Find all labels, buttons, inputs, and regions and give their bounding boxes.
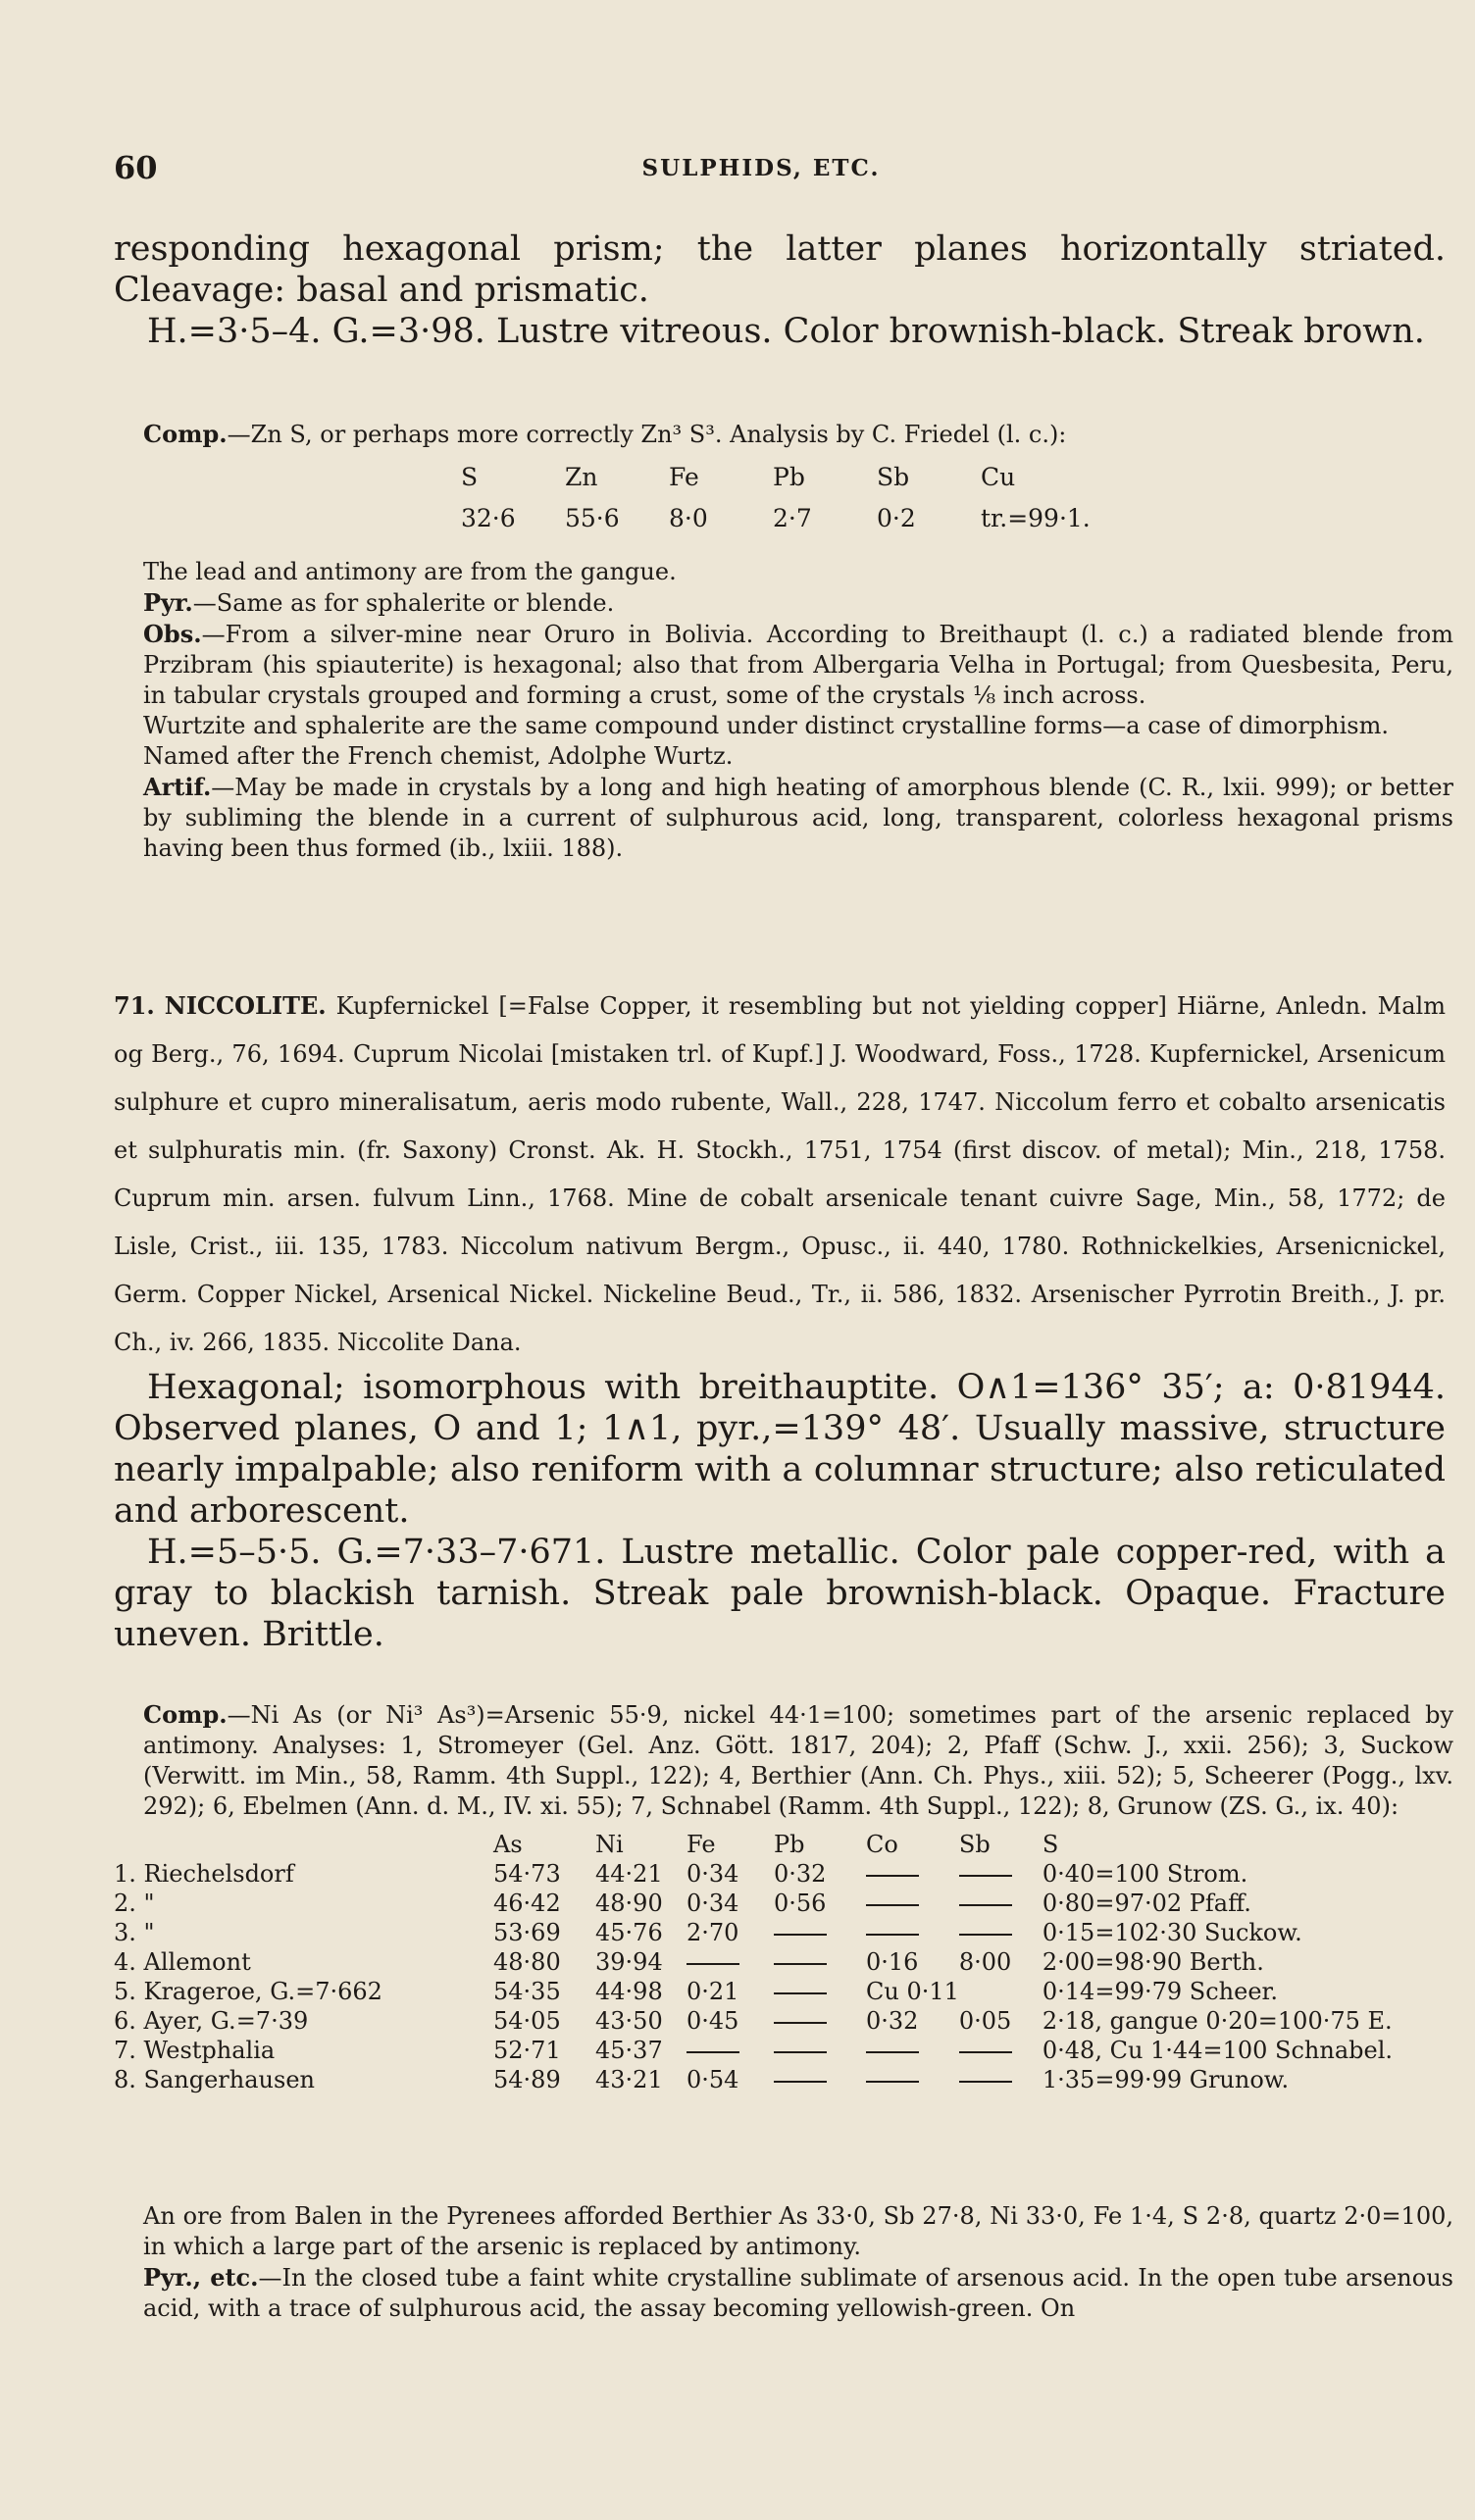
artif-label: Artif. (143, 773, 212, 801)
table-cell (866, 1918, 959, 1947)
table-cell: 46·42 (493, 1890, 561, 1917)
dash-mark (866, 1934, 919, 1936)
dash-mark (959, 2081, 1012, 2083)
table-cell: 0·80=97·02 Pfaff. (1042, 1890, 1251, 1917)
table-cell: 0·32 (866, 2007, 919, 2035)
analyses-header-row (114, 1830, 1464, 1859)
table-cell (866, 1889, 959, 1918)
dash-mark (687, 1963, 739, 1965)
analyses-body (114, 1859, 1464, 2094)
table-cell: 54·89 (493, 2066, 561, 2093)
table-cell (774, 1977, 866, 2006)
col-Co: Co (866, 1831, 898, 1858)
table-cell: Cu 0·11 (866, 1978, 959, 2005)
table-cell: 8. Sangerhausen (114, 2066, 315, 2093)
niccolite-synonymy (114, 982, 1446, 1367)
col-Zn: Zn (565, 462, 598, 491)
niccolite-notes (143, 2201, 1453, 2324)
col-S: S (461, 462, 479, 491)
table-cell: 8·00 (958, 1948, 1012, 1976)
wurtzite-composition (143, 419, 1453, 450)
lead-note: The lead and antimony are from the gangue. (143, 558, 677, 585)
table-cell (959, 1977, 1043, 2006)
dimorphism-note: Wurtzite and sphalerite are the same compound under distinct crystalline forms—a case of dimorphism. (143, 712, 1389, 739)
dash-mark (866, 1875, 919, 1877)
table-cell (866, 2036, 959, 2065)
table-row (114, 1977, 1464, 2006)
val-Fe: 8·0 (669, 503, 708, 532)
table-cell: 4. Allemont (114, 1948, 251, 1976)
table-cell: 1. Riechelsdorf (114, 1860, 294, 1888)
niccolite-form-paragraph: Hexagonal; isomorphous with breithauptite. O∧1=136° 35′; a: 0·81944. Observed planes, O and 1; 1∧1, pyr.,=139° 48′. Usually massive, structure nearly impalpable; also reniform with a columnar structure; also reticulated and arborescent. (114, 1368, 1446, 1531)
pyr-text: —Same as for sphalerite or blende. (192, 589, 615, 617)
table-cell: 1·35=99·99 Grunow. (1042, 2066, 1290, 2093)
niccolite-composition (143, 1699, 1453, 1822)
val-S: 32·6 (461, 503, 516, 532)
table-cell: 3. " (114, 1919, 155, 1946)
dash-mark (774, 2081, 827, 2083)
col-Fe: Fe (687, 1831, 716, 1858)
niccolite-description (114, 1367, 1446, 1655)
table-cell: 2·18, gangue 0·20=100·75 E. (1042, 2007, 1393, 2035)
table-cell: 2. " (114, 1890, 155, 1917)
wurtzite-notes (143, 557, 1453, 864)
val-Sb: 0·2 (877, 503, 916, 532)
dash-mark (774, 2051, 827, 2053)
dash-mark (774, 2022, 827, 2024)
col-Cu: Cu (981, 462, 1016, 491)
table-cell: 43·50 (595, 2007, 663, 2035)
val-Cu: tr.=99·1. (981, 503, 1091, 532)
table-cell: 54·35 (493, 1978, 561, 2005)
table-cell (774, 2006, 866, 2036)
niccolite-pyr-label: Pyr., etc. (143, 2263, 259, 2292)
table-cell (774, 2036, 866, 2065)
page-number: 60 (114, 149, 158, 186)
table-cell (687, 1947, 774, 1977)
table-cell (866, 2065, 959, 2094)
val-Pb: 2·7 (773, 503, 812, 532)
dash-mark (687, 2051, 739, 2053)
analysis-header-row (461, 456, 1091, 497)
dash-mark (866, 2081, 919, 2083)
synonymy-text: Kupfernickel [=False Copper, it resembling but not yielding copper] Hiärne, Anledn. Malm og Berg., 76, 1694. Cuprum Nicolai [mistaken trl. of Kupf.] J. Woodward, Foss., 1728. Kupfernickel, Arsenicum sulphure et cupro mineralisatum, aeris modo rubente, Wall., 228, 1747. Niccolum ferro et cobalto arsenicatis et sulphuratis min. (fr. Saxony) Cronst. Ak. H. Stockh., 1751, 1754 (first discov. of metal); Min., 218, 1758. Cuprum min. arsen. fulvum Linn., 1768. Mine de cobalt arsenicale tenant cuivre Sage, Min., 58, 1772; de Lisle, Crist., iii. 135, 1783. Niccolum nativum Bergm., Opusc., ii. 440, 1780. Rothnickelkies, Arsenicnickel, Germ. Copper Nickel, Arsenical Nickel. Nickeline Beud., Tr., ii. 586, 1832. Arsenischer Pyrrotin Breith., J. pr. Ch., iv. 266, 1835. Niccolite Dana. (114, 992, 1446, 1356)
table-cell (959, 2065, 1043, 2094)
niccolite-comp-text: —Ni As (or Ni³ As³)=Arsenic 55·9, nickel 44·1=100; sometimes part of the arsenic replaced by antimony. Analyses: 1, Stromeyer (Gel. Anz. Gött. 1817, 204); 2, Pfaff (Schw. J., xxii. 256); 3, Suckow (Verwitt. im Min., 58, Ramm. 4th Suppl., 122); 4, Berthier (Ann. Ch. Phys., xiii. 52); 5, Scheerer (Pogg., lxv. 292); 6, Ebelmen (Ann. d. M., IV. xi. 55); 7, Schnabel (Ramm. 4th Suppl., 122); 8, Grunow (ZS. G., ix. 40): (143, 1701, 1453, 1820)
col-Sb: Sb (877, 462, 910, 491)
table-cell: 0·32 (774, 1860, 827, 1888)
dash-mark (959, 1904, 1012, 1906)
col-Sb: Sb (958, 1831, 991, 1858)
balen-note: An ore from Balen in the Pyrenees afforded Berthier As 33·0, Sb 27·8, Ni 33·0, Fe 1·4, S 2·8, quartz 2·0=100, in which a large part of the arsenic is replaced by antimony. (143, 2202, 1453, 2260)
wurtzite-physical-paragraph: H.=3·5–4. G.=3·98. Lustre vitreous. Color brownish-black. Streak brown. (147, 312, 1425, 351)
table-cell: 43·21 (595, 2066, 663, 2093)
dash-mark (959, 1934, 1012, 1936)
table-cell: 0·48, Cu 1·44=100 Schnabel. (1042, 2037, 1393, 2064)
table-cell: 0·05 (958, 2007, 1012, 2035)
table-cell: 48·80 (493, 1948, 561, 1976)
friedel-analysis-table (461, 456, 1091, 538)
species-name: NICCOLITE. (164, 991, 327, 1020)
table-cell (774, 1947, 866, 1977)
table-cell: 0·15=102·30 Suckow. (1042, 1919, 1302, 1946)
table-cell: 0·34 (687, 1890, 739, 1917)
table-cell: 0·34 (687, 1860, 739, 1888)
comp-text: —Zn S, or perhaps more correctly Zn³ S³. Analysis by C. Friedel (l. c.): (227, 421, 1067, 448)
col-locality (114, 1830, 493, 1859)
species-number: 71. (114, 991, 155, 1020)
table-cell (959, 1859, 1043, 1889)
table-cell: 45·76 (595, 1919, 663, 1946)
wurtzite-description (114, 228, 1446, 352)
table-cell: 44·21 (595, 1860, 663, 1888)
val-Zn: 55·6 (565, 503, 620, 532)
table-cell: 0·21 (687, 1978, 739, 2005)
niccolite-analyses-table (114, 1830, 1464, 2094)
col-S: S (1042, 1831, 1059, 1858)
table-cell: 52·71 (493, 2037, 561, 2064)
table-cell (774, 2065, 866, 2094)
table-cell: 54·73 (493, 1860, 561, 1888)
col-Fe: Fe (669, 462, 699, 491)
dash-mark (959, 2051, 1012, 2053)
wurtzite-form-paragraph: responding hexagonal prism; the latter planes horizontally striated. Cleavage: basal and prismatic. (114, 229, 1446, 310)
table-cell (959, 1889, 1043, 1918)
obs-text: —From a silver-mine near Oruro in Bolivia. According to Breithaupt (l. c.) a radiated blende from Przibram (his spiauterite) is hexagonal; also that from Albergaria Velha in Portugal; from Quesbesita, Peru, in tabular crystals grouped and forming a crust, some of the crystals ⅛ inch across. (143, 621, 1453, 709)
table-row (114, 1889, 1464, 1918)
table-cell (866, 1859, 959, 1889)
col-Pb: Pb (773, 462, 805, 491)
dash-mark (866, 1904, 919, 1906)
table-cell: 0·45 (687, 2007, 739, 2035)
table-row (114, 1918, 1464, 1947)
table-cell: 0·54 (687, 2066, 739, 2093)
col-Ni: Ni (595, 1831, 624, 1858)
artif-text: —May be made in crystals by a long and high heating of amorphous blende (C. R., lxii. 999); or better by subliming the blende in a current of sulphurous acid, long, transparent, colorless hexagonal prisms having been thus formed (ib., lxiii. 188). (143, 774, 1453, 862)
table-cell: 6. Ayer, G.=7·39 (114, 2007, 309, 2035)
table-cell: 44·98 (595, 1978, 663, 2005)
table-cell: 53·69 (493, 1919, 561, 1946)
table-cell: 39·94 (595, 1948, 663, 1976)
table-cell (959, 2036, 1043, 2065)
named-note: Named after the French chemist, Adolphe Wurtz. (143, 742, 734, 770)
table-row (114, 2036, 1464, 2065)
page-header (114, 149, 1408, 192)
col-Pb: Pb (774, 1831, 805, 1858)
table-cell: 0·40=100 Strom. (1042, 1860, 1248, 1888)
table-row (114, 1859, 1464, 1889)
table-cell: 48·90 (595, 1890, 663, 1917)
analysis-value-row (461, 497, 1091, 538)
table-cell: 0·56 (774, 1890, 827, 1917)
table-cell: 0·16 (866, 1948, 919, 1976)
table-cell: 0·14=99·79 Scheer. (1042, 1978, 1278, 2005)
running-head: SULPHIDS, ETC. (641, 155, 881, 181)
table-cell (687, 2036, 774, 2065)
comp-label: Comp. (143, 420, 228, 448)
table-cell (959, 1918, 1043, 1947)
niccolite-comp-label: Comp. (143, 1700, 228, 1729)
table-row (114, 1947, 1464, 1977)
table-cell: 2·00=98·90 Berth. (1042, 1948, 1264, 1976)
dash-mark (866, 2051, 919, 2053)
obs-label: Obs. (143, 620, 202, 648)
pyr-label: Pyr. (143, 588, 193, 617)
table-cell: 45·37 (595, 2037, 663, 2064)
niccolite-physical-paragraph: H.=5–5·5. G.=7·33–7·671. Lustre metallic. Color pale copper-red, with a gray to blackish tarnish. Streak pale brownish-black. Opaque. Fracture uneven. Brittle. (114, 1533, 1446, 1654)
niccolite-pyr-text: —In the closed tube a faint white crystalline sublimate of arsenous acid. In the open tube arsenous acid, with a trace of sulphurous acid, the assay becoming yellowish-green. On (143, 2264, 1453, 2322)
col-As: As (493, 1831, 523, 1858)
table-row (114, 2006, 1464, 2036)
dash-mark (959, 1875, 1012, 1877)
table-cell (774, 1918, 866, 1947)
dash-mark (774, 1934, 827, 1936)
dash-mark (774, 1992, 827, 1994)
table-row (114, 2065, 1464, 2094)
table-cell: 7. Westphalia (114, 2037, 276, 2064)
dash-mark (774, 1963, 827, 1965)
table-cell: 2·70 (687, 1919, 739, 1946)
table-cell: 5. Krageroe, G.=7·662 (114, 1978, 382, 2005)
table-cell: 54·05 (493, 2007, 561, 2035)
